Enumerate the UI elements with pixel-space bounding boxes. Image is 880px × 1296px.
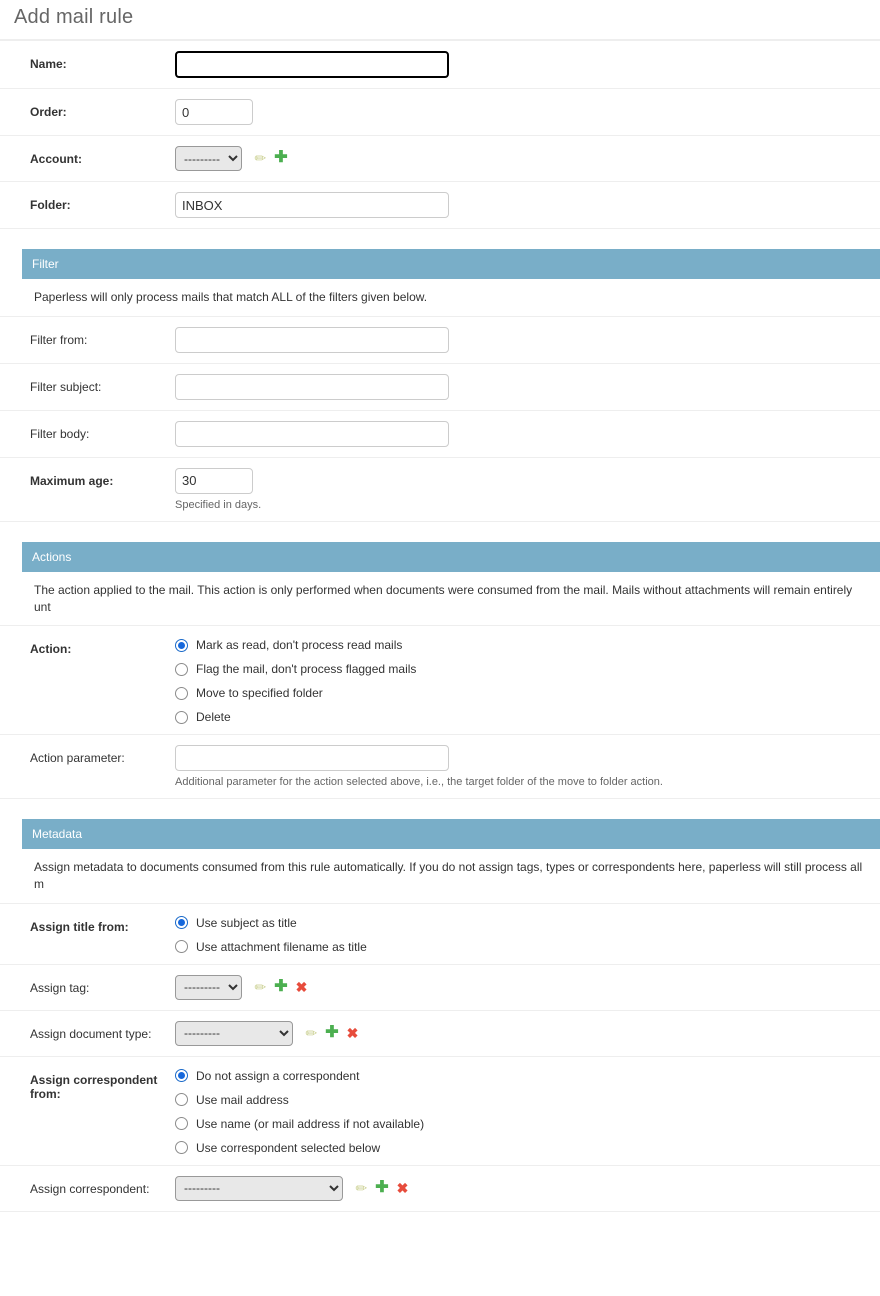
assign-title-radio-group xyxy=(175,914,870,954)
field-assign-correspondent-from-wrapper xyxy=(175,1067,880,1155)
radio-icon[interactable] xyxy=(175,711,188,724)
field-row-name xyxy=(0,40,880,89)
field-name-wrapper xyxy=(175,51,880,78)
pencil-icon[interactable]: ✏ xyxy=(355,1180,368,1197)
filter-body-input[interactable] xyxy=(175,421,449,447)
filter-module xyxy=(0,249,880,522)
assign-tag-tools xyxy=(254,979,307,995)
field-assign-title-wrapper xyxy=(175,914,880,954)
field-row-assign-correspondent-from xyxy=(0,1057,880,1166)
radio-option-use-mail-address[interactable] xyxy=(175,1093,870,1107)
label-assign-correspondent: Assign correspondent: xyxy=(30,1181,150,1196)
field-row-action xyxy=(0,626,880,735)
pencil-icon[interactable]: ✏ xyxy=(305,1025,318,1042)
radio-label: Delete xyxy=(196,710,231,725)
label-name: Name: xyxy=(30,57,67,71)
plus-icon[interactable]: ✚ xyxy=(375,1179,389,1197)
radio-label: Move to specified folder xyxy=(196,686,323,701)
field-row-assign-document-type xyxy=(0,1011,880,1057)
cross-icon[interactable]: ✖ xyxy=(295,979,308,996)
action-radio-group xyxy=(175,636,870,724)
field-action-parameter-wrapper xyxy=(175,745,880,788)
filter-from-input[interactable] xyxy=(175,327,449,353)
field-maximum-age-wrapper xyxy=(175,468,880,511)
radio-option-delete[interactable] xyxy=(175,710,870,724)
label-maximum-age: Maximum age: xyxy=(30,473,114,488)
radio-option-flag-mail[interactable] xyxy=(175,662,870,676)
radio-option-no-correspondent[interactable] xyxy=(175,1069,870,1083)
radio-icon[interactable] xyxy=(175,916,188,929)
filter-header: Filter xyxy=(22,249,880,279)
field-assign-tag-wrapper xyxy=(175,975,880,1000)
page-title: Add mail rule xyxy=(14,6,134,28)
label-filter-subject: Filter subject: xyxy=(30,379,102,394)
radio-icon[interactable] xyxy=(175,1117,188,1130)
label-filter-from: Filter from: xyxy=(30,332,88,347)
label-filter-body: Filter body: xyxy=(30,426,90,441)
label-account: Account: xyxy=(30,152,82,166)
field-row-account xyxy=(0,136,880,182)
metadata-module xyxy=(0,819,880,1212)
label-assign-title-from: Assign title from: xyxy=(30,919,129,934)
metadata-description: Assign metadata to documents consumed from this rule automatically. If you do not assign tags, types or correspondents here, paperless will still process all m xyxy=(0,849,880,904)
radio-icon[interactable] xyxy=(175,663,188,676)
radio-label: Use name (or mail address if not available) xyxy=(196,1116,425,1131)
label-action-parameter: Action parameter: xyxy=(30,751,125,766)
field-row-action-parameter xyxy=(0,735,880,799)
radio-icon[interactable] xyxy=(175,1141,188,1154)
label-assign-correspondent-from: Assign correspondent from: xyxy=(30,1072,158,1101)
assign-document-type-tools xyxy=(305,1025,358,1041)
actions-description: The action applied to the mail. This action is only performed when documents were consumed from the mail. Mails without attachments will remain entirely unt xyxy=(0,572,880,627)
assign-correspondent-from-radio-group xyxy=(175,1067,870,1155)
radio-icon[interactable] xyxy=(175,940,188,953)
radio-option-use-selected-correspondent[interactable] xyxy=(175,1141,870,1155)
maximum-age-help: Specified in days. xyxy=(175,498,262,511)
field-account-wrapper xyxy=(175,146,880,171)
folder-input[interactable] xyxy=(175,192,449,218)
field-assign-document-type-wrapper xyxy=(175,1021,880,1046)
assign-correspondent-select[interactable] xyxy=(175,1176,343,1201)
cross-icon[interactable]: ✖ xyxy=(346,1025,359,1042)
label-assign-document-type: Assign document type: xyxy=(30,1026,152,1041)
plus-icon[interactable]: ✚ xyxy=(274,149,288,167)
assign-correspondent-tools xyxy=(355,1180,408,1196)
label-folder: Folder: xyxy=(30,198,71,212)
field-row-maximum-age xyxy=(0,458,880,522)
action-parameter-input[interactable] xyxy=(175,745,449,771)
field-row-filter-from xyxy=(0,317,880,364)
plus-icon[interactable]: ✚ xyxy=(325,1024,339,1042)
order-input[interactable] xyxy=(175,99,253,125)
field-row-assign-tag xyxy=(0,965,880,1011)
name-input[interactable] xyxy=(175,51,449,78)
radio-option-mark-as-read[interactable] xyxy=(175,638,870,652)
pencil-icon[interactable]: ✏ xyxy=(254,979,267,996)
label-assign-tag: Assign tag: xyxy=(30,980,90,995)
radio-option-use-subject-as-title[interactable] xyxy=(175,916,870,930)
field-filter-body-wrapper xyxy=(175,421,880,447)
radio-label: Do not assign a correspondent xyxy=(196,1068,360,1083)
action-parameter-help: Additional parameter for the action selected above, i.e., the target folder of the move to folder action. xyxy=(175,776,663,789)
radio-icon[interactable] xyxy=(175,687,188,700)
plus-icon[interactable]: ✚ xyxy=(274,978,288,996)
radio-option-use-attachment-filename[interactable] xyxy=(175,940,870,954)
radio-label: Flag the mail, don't process flagged mails xyxy=(196,662,417,677)
field-row-order xyxy=(0,89,880,136)
field-row-assign-title-from xyxy=(0,904,880,965)
pencil-icon[interactable]: ✏ xyxy=(254,150,267,167)
radio-label: Use mail address xyxy=(196,1092,289,1107)
label-action: Action: xyxy=(30,642,72,657)
field-filter-subject-wrapper xyxy=(175,374,880,400)
assign-tag-select[interactable] xyxy=(175,975,242,1000)
actions-header: Actions xyxy=(22,542,880,572)
field-assign-correspondent-wrapper xyxy=(175,1176,880,1201)
field-row-filter-subject xyxy=(0,364,880,411)
radio-icon[interactable] xyxy=(175,1069,188,1082)
filter-subject-input[interactable] xyxy=(175,374,449,400)
field-row-filter-body xyxy=(0,411,880,458)
account-tools xyxy=(254,150,287,166)
radio-label: Use subject as title xyxy=(196,915,297,930)
radio-icon[interactable] xyxy=(175,639,188,652)
actions-module xyxy=(0,542,880,800)
field-order-wrapper xyxy=(175,99,880,125)
label-order: Order: xyxy=(30,105,67,119)
radio-icon[interactable] xyxy=(175,1093,188,1106)
radio-label: Use correspondent selected below xyxy=(196,1140,381,1155)
field-row-folder xyxy=(0,182,880,229)
account-select[interactable] xyxy=(175,146,242,171)
main-fields-section xyxy=(0,39,880,229)
radio-option-move-to-folder[interactable] xyxy=(175,686,870,700)
maximum-age-input[interactable] xyxy=(175,468,253,494)
field-folder-wrapper xyxy=(175,192,880,218)
radio-option-use-name[interactable] xyxy=(175,1117,870,1131)
filter-description: Paperless will only process mails that match ALL of the filters given below. xyxy=(0,279,880,317)
field-row-assign-correspondent xyxy=(0,1166,880,1212)
field-filter-from-wrapper xyxy=(175,327,880,353)
cross-icon[interactable]: ✖ xyxy=(396,1180,409,1197)
assign-document-type-select[interactable] xyxy=(175,1021,293,1046)
radio-label: Mark as read, don't process read mails xyxy=(196,638,403,653)
field-action-wrapper xyxy=(175,636,880,724)
radio-label: Use attachment filename as title xyxy=(196,939,367,954)
metadata-header: Metadata xyxy=(22,819,880,849)
